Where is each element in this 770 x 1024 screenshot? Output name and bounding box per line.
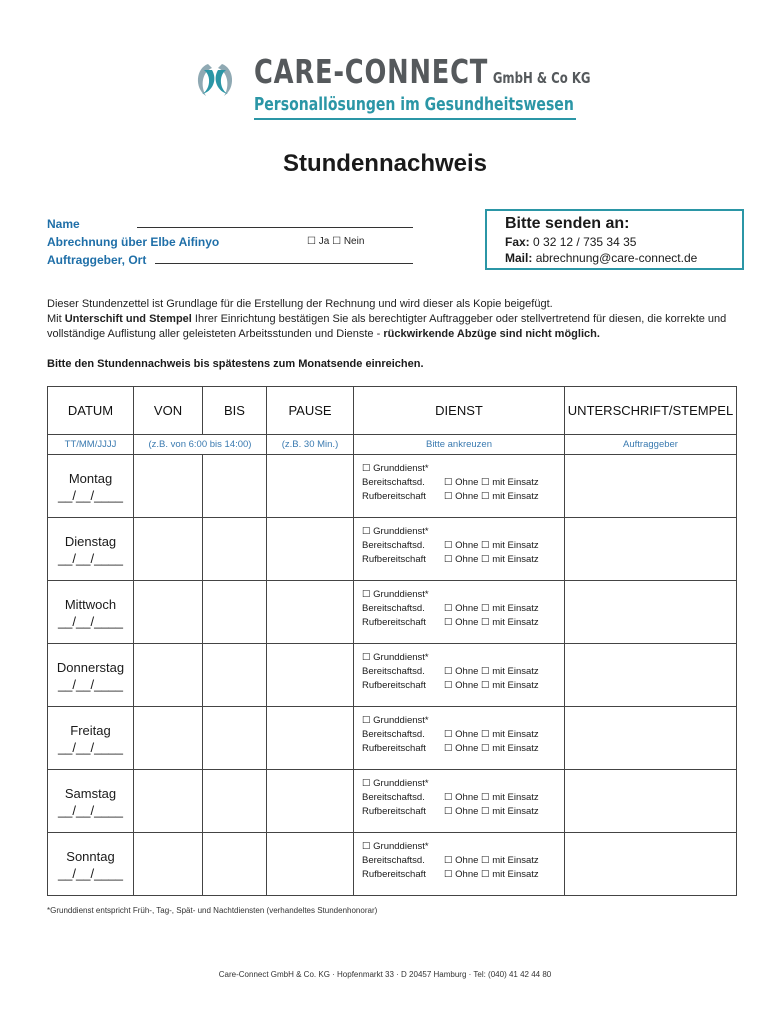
- dienst-cell: [354, 581, 565, 644]
- name-field[interactable]: [47, 215, 219, 233]
- send-to-box: [485, 209, 744, 270]
- header-fields: [47, 215, 365, 269]
- day-name: Donnerstag: [56, 660, 125, 675]
- day-name: Samstag: [64, 786, 117, 801]
- bereitschaft-row: Bereitschaftsd. ☐ Ohne ☐ mit Einsatz: [362, 855, 539, 866]
- send-title: Bitte senden an:: [505, 215, 630, 232]
- rufbereitschaft-options[interactable]: ☐ Ohne ☐ mit Einsatz: [444, 743, 539, 754]
- grunddienst-checkbox[interactable]: ☐ Grunddienst*: [362, 526, 429, 537]
- fax-line: Fax: 0 32 12 / 735 34 35: [505, 235, 637, 249]
- signature-cell[interactable]: [565, 770, 737, 833]
- bereitschaft-row: Bereitschaftsd. ☐ Ohne ☐ mit Einsatz: [362, 540, 539, 551]
- bereitschaft-row: Bereitschaftsd. ☐ Ohne ☐ mit Einsatz: [362, 666, 539, 677]
- date-blank[interactable]: __/__/____: [57, 488, 124, 503]
- intro-text: [47, 297, 727, 342]
- day-row: [48, 518, 737, 581]
- deadline-note: Bitte den Stundennachweis bis spätestens zum Monatsende einreichen.: [47, 358, 424, 370]
- day-row: [48, 644, 737, 707]
- rufbereitschaft-options[interactable]: ☐ Ohne ☐ mit Einsatz: [444, 554, 539, 565]
- date-blank[interactable]: __/__/____: [57, 740, 124, 755]
- dienst-cell: [354, 770, 565, 833]
- day-row: [48, 770, 737, 833]
- bereitschaft-options[interactable]: ☐ Ohne ☐ mit Einsatz: [444, 855, 539, 866]
- dienst-cell: [354, 644, 565, 707]
- date-blank[interactable]: __/__/____: [57, 677, 124, 692]
- date-blank[interactable]: __/__/____: [57, 614, 124, 629]
- day-name: Montag: [68, 471, 113, 486]
- col-pause: PAUSE: [267, 387, 354, 435]
- signature-cell[interactable]: [565, 455, 737, 518]
- pause-cell[interactable]: [267, 581, 354, 644]
- grunddienst-checkbox[interactable]: ☐ Grunddienst*: [362, 841, 429, 852]
- bis-cell[interactable]: [203, 455, 267, 518]
- sub-pause: (z.B. 30 Min.): [267, 435, 354, 455]
- client-line[interactable]: [155, 263, 413, 264]
- billing-field: [47, 233, 365, 251]
- sub-datum: TT/MM/JJJJ: [48, 435, 134, 455]
- day-name: Freitag: [70, 723, 111, 738]
- pause-cell[interactable]: [267, 455, 354, 518]
- care-connect-logo-icon: [192, 58, 238, 102]
- date-blank[interactable]: __/__/____: [57, 866, 124, 881]
- bereitschaft-options[interactable]: ☐ Ohne ☐ mit Einsatz: [444, 729, 539, 740]
- mail-line: Mail: abrechnung@care-connect.de: [505, 251, 698, 265]
- rufbereitschaft-row: Rufbereitschaft ☐ Ohne ☐ mit Einsatz: [362, 554, 539, 565]
- rufbereitschaft-options[interactable]: ☐ Ohne ☐ mit Einsatz: [444, 806, 539, 817]
- von-cell[interactable]: [134, 518, 203, 581]
- timesheet-table: [47, 386, 737, 896]
- von-cell[interactable]: [134, 581, 203, 644]
- rufbereitschaft-row: Rufbereitschaft ☐ Ohne ☐ mit Einsatz: [362, 743, 539, 754]
- bereitschaft-options[interactable]: ☐ Ohne ☐ mit Einsatz: [444, 477, 539, 488]
- col-datum: DATUM: [48, 387, 134, 435]
- bis-cell[interactable]: [203, 707, 267, 770]
- day-cell: [48, 581, 134, 644]
- fax-number: 0 32 12 / 735 34 35: [533, 235, 637, 249]
- col-bis: BIS: [203, 387, 267, 435]
- grunddienst-checkbox[interactable]: ☐ Grunddienst*: [362, 652, 429, 663]
- sub-vonbis: (z.B. von 6:00 bis 14:00): [134, 435, 267, 455]
- day-cell: [48, 707, 134, 770]
- day-row: [48, 707, 737, 770]
- pause-cell[interactable]: [267, 518, 354, 581]
- rufbereitschaft-row: Rufbereitschaft ☐ Ohne ☐ mit Einsatz: [362, 680, 539, 691]
- pause-cell[interactable]: [267, 644, 354, 707]
- logo-wordmark: CARE-CONNECT GmbH & Co KG: [254, 52, 591, 91]
- signature-cell[interactable]: [565, 644, 737, 707]
- sub-dienst: Bitte ankreuzen: [354, 435, 565, 455]
- bis-cell[interactable]: [203, 581, 267, 644]
- rufbereitschaft-row: Rufbereitschaft ☐ Ohne ☐ mit Einsatz: [362, 617, 539, 628]
- signature-cell[interactable]: [565, 833, 737, 896]
- bereitschaft-row: Bereitschaftsd. ☐ Ohne ☐ mit Einsatz: [362, 477, 539, 488]
- intro-line-1: Dieser Stundenzettel ist Grundlage für die Erstellung der Rechnung und wird dieser als Kopie beigefügt.: [47, 298, 553, 310]
- pause-cell[interactable]: [267, 707, 354, 770]
- col-unterschrift: UNTERSCHRIFT/STEMPEL: [565, 387, 737, 435]
- von-cell[interactable]: [134, 707, 203, 770]
- bereitschaft-options[interactable]: ☐ Ohne ☐ mit Einsatz: [444, 540, 539, 551]
- von-cell[interactable]: [134, 833, 203, 896]
- day-name: Mittwoch: [64, 597, 117, 612]
- billing-label: Abrechnung über Elbe Aifinyo: [47, 235, 220, 249]
- client-field[interactable]: [47, 251, 219, 269]
- dienst-cell: [354, 455, 565, 518]
- rufbereitschaft-options[interactable]: ☐ Ohne ☐ mit Einsatz: [444, 491, 539, 502]
- grunddienst-checkbox[interactable]: ☐ Grunddienst*: [362, 463, 429, 474]
- grunddienst-checkbox[interactable]: ☐ Grunddienst*: [362, 778, 429, 789]
- header-row: [48, 387, 737, 435]
- day-row: [48, 833, 737, 896]
- bereitschaft-options[interactable]: ☐ Ohne ☐ mit Einsatz: [444, 666, 539, 677]
- von-cell[interactable]: [134, 644, 203, 707]
- client-label: Auftraggeber, Ort: [47, 253, 147, 267]
- day-name: Dienstag: [64, 534, 117, 549]
- subheader-row: [48, 435, 737, 455]
- rufbereitschaft-row: Rufbereitschaft ☐ Ohne ☐ mit Einsatz: [362, 491, 539, 502]
- signature-cell[interactable]: [565, 581, 737, 644]
- name-label: Name: [47, 217, 80, 231]
- date-blank[interactable]: __/__/____: [57, 551, 124, 566]
- bereitschaft-options[interactable]: ☐ Ohne ☐ mit Einsatz: [444, 792, 539, 803]
- name-line[interactable]: [137, 227, 413, 228]
- day-cell: [48, 455, 134, 518]
- bereitschaft-row: Bereitschaftsd. ☐ Ohne ☐ mit Einsatz: [362, 792, 539, 803]
- company-logo: [192, 54, 592, 120]
- bereitschaft-row: Bereitschaftsd. ☐ Ohne ☐ mit Einsatz: [362, 603, 539, 614]
- billing-choice[interactable]: ☐ Ja ☐ Nein: [307, 236, 365, 247]
- sub-unterschrift: Auftraggeber: [565, 435, 737, 455]
- day-name: Sonntag: [66, 849, 115, 864]
- page-footer: Care-Connect GmbH & Co. KG · Hopfenmarkt 33 · D 20457 Hamburg · Tel: (040) 41 42 44 80: [218, 970, 552, 979]
- rufbereitschaft-options[interactable]: ☐ Ohne ☐ mit Einsatz: [444, 869, 539, 880]
- pause-cell[interactable]: [267, 833, 354, 896]
- signature-cell[interactable]: [565, 707, 737, 770]
- dienst-cell: [354, 833, 565, 896]
- bereitschaft-options[interactable]: ☐ Ohne ☐ mit Einsatz: [444, 603, 539, 614]
- dienst-cell: [354, 518, 565, 581]
- intro-line-2: Mit Unterschift und Stempel Ihrer Einrichtung bestätigen Sie als berechtigter Auftraggeber oder stellvertretend für diesen, die korrekte und vollständige Auflistung aller geleisteten Arbeitsstunden und Dienste - rückwirkende Abzüge sind nicht möglich.: [47, 313, 727, 340]
- day-cell: [48, 833, 134, 896]
- logo-rule: [254, 118, 576, 120]
- von-cell[interactable]: [134, 770, 203, 833]
- day-row: [48, 455, 737, 518]
- day-cell: [48, 518, 134, 581]
- von-cell[interactable]: [134, 455, 203, 518]
- bereitschaft-row: Bereitschaftsd. ☐ Ohne ☐ mit Einsatz: [362, 729, 539, 740]
- page-title: Stundennachweis: [282, 150, 488, 177]
- bis-cell[interactable]: [203, 644, 267, 707]
- day-cell: [48, 644, 134, 707]
- footnote: *Grunddienst entspricht Früh-, Tag-, Spät- und Nachtdiensten (verhandeltes Stundenhonorar): [47, 906, 378, 915]
- grunddienst-checkbox[interactable]: ☐ Grunddienst*: [362, 589, 429, 600]
- bis-cell[interactable]: [203, 518, 267, 581]
- mail-address[interactable]: abrechnung@care-connect.de: [535, 251, 698, 265]
- bis-cell[interactable]: [203, 770, 267, 833]
- logo-tagline: Personallösungen im Gesundheitswesen: [254, 94, 574, 115]
- pause-cell[interactable]: [267, 770, 354, 833]
- bis-cell[interactable]: [203, 833, 267, 896]
- dienst-cell: [354, 707, 565, 770]
- signature-cell[interactable]: [565, 518, 737, 581]
- day-row: [48, 581, 737, 644]
- rufbereitschaft-options[interactable]: ☐ Ohne ☐ mit Einsatz: [444, 680, 539, 691]
- day-cell: [48, 770, 134, 833]
- rufbereitschaft-row: Rufbereitschaft ☐ Ohne ☐ mit Einsatz: [362, 806, 539, 817]
- grunddienst-checkbox[interactable]: ☐ Grunddienst*: [362, 715, 429, 726]
- col-dienst: DIENST: [354, 387, 565, 435]
- date-blank[interactable]: __/__/____: [57, 803, 124, 818]
- rufbereitschaft-row: Rufbereitschaft ☐ Ohne ☐ mit Einsatz: [362, 869, 539, 880]
- col-von: VON: [134, 387, 203, 435]
- rufbereitschaft-options[interactable]: ☐ Ohne ☐ mit Einsatz: [444, 617, 539, 628]
